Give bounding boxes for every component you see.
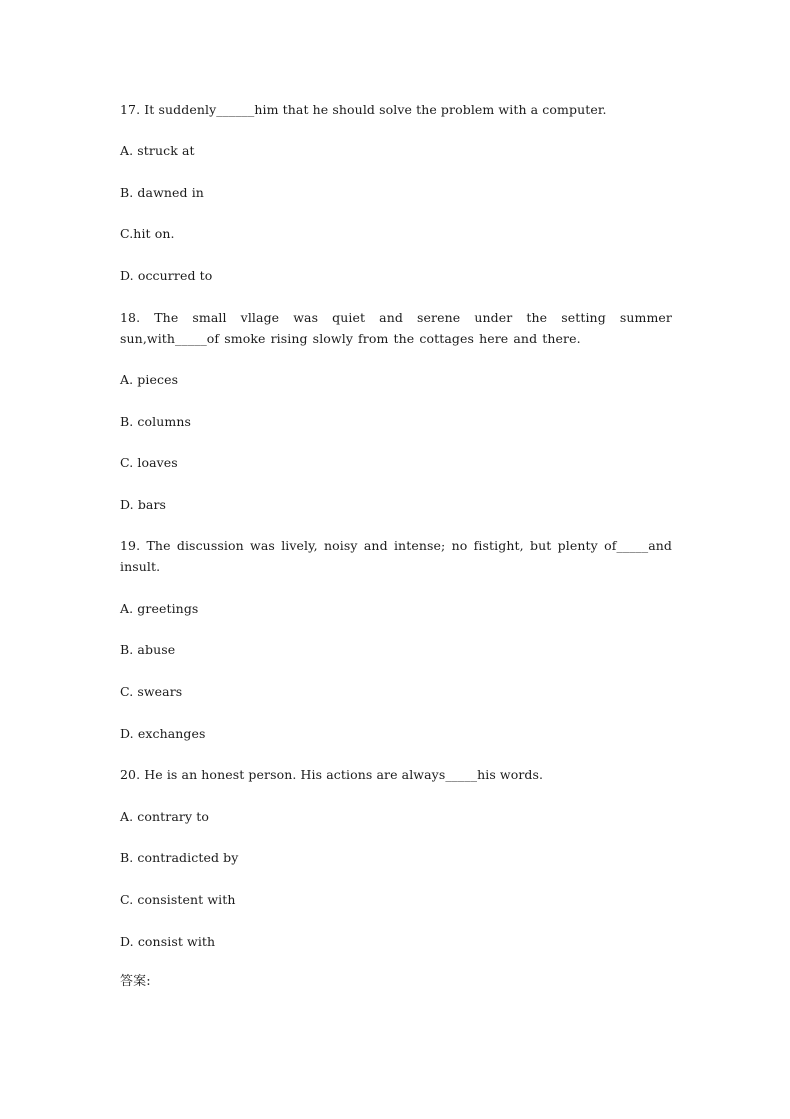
- question-17-option-a: A. struck at: [120, 143, 195, 158]
- question-19-option-c: C. swears: [120, 684, 183, 699]
- question-19-option-d: D. exchanges: [120, 726, 206, 741]
- question-20-stem: 20. He is an honest person. His actions are always_____his words.: [120, 767, 544, 782]
- answer-label: 答案:: [120, 974, 151, 989]
- question-19-stem: 19. The discussion was lively, noisy and intense; no fistight, but plenty of_____and insult.: [120, 538, 672, 574]
- question-19-option-b: B. abuse: [120, 642, 176, 657]
- question-20-option-c: C. consistent with: [120, 892, 236, 907]
- question-20-option-a: A. contrary to: [120, 809, 209, 824]
- question-20-option-b: B. contradicted by: [120, 850, 239, 865]
- question-17-option-b: B. dawned in: [120, 185, 204, 200]
- question-19-option-a: A. greetings: [120, 601, 199, 616]
- question-18-option-c: C. loaves: [120, 455, 178, 470]
- question-20-option-d: D. consist with: [120, 934, 216, 949]
- question-18-option-b: B. columns: [120, 414, 192, 429]
- question-17-option-d: D. occurred to: [120, 268, 213, 283]
- question-17-option-c: C.hit on.: [120, 226, 175, 241]
- question-18-option-d: D. bars: [120, 497, 167, 512]
- question-18-stem: 18. The small vllage was quiet and serene under the setting summer sun,with_____of smoke rising slowly from the cottages here and there.: [120, 310, 672, 346]
- document-page: [120, 0, 672, 1119]
- question-18-option-a: A. pieces: [120, 372, 179, 387]
- question-17-stem: 17. It suddenly______him that he should solve the problem with a computer.: [120, 102, 607, 117]
